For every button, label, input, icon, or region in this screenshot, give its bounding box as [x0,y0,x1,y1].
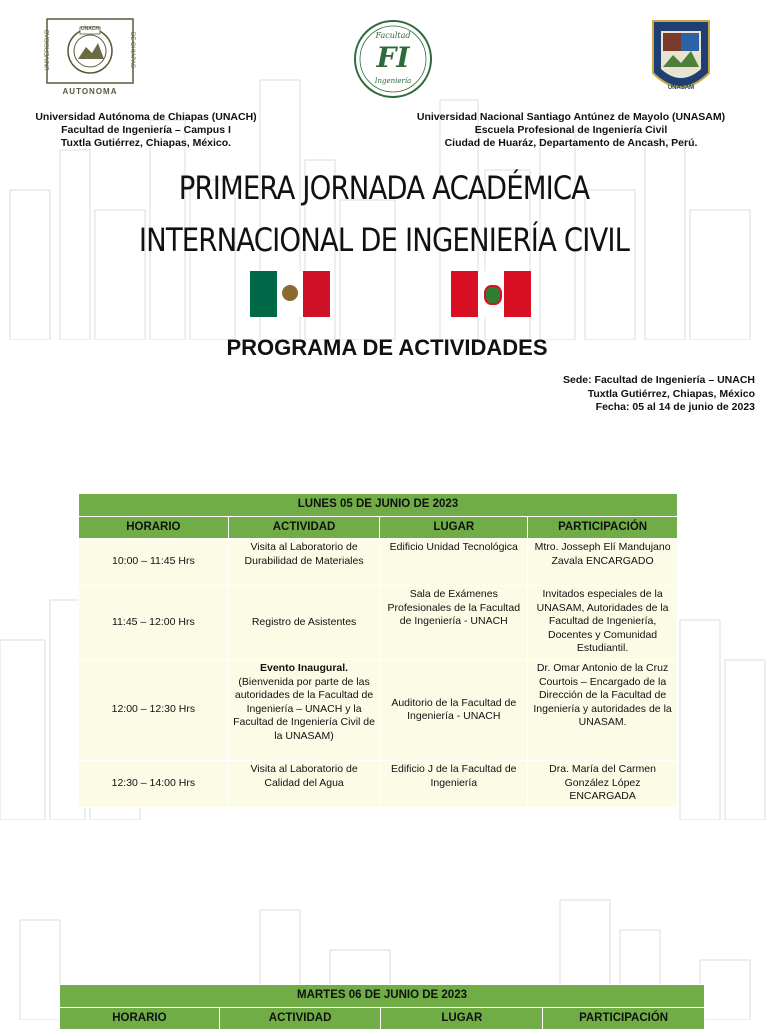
unach-logo-top-text: UNACH [80,26,100,32]
event-title-line-1: PRIMERA JORNADA ACADÉMICA [178,169,590,207]
column-header-participacion: PARTICIPACIÓN [543,1007,705,1030]
column-header-horario: HORARIO [60,1007,220,1030]
left-institution-line: Universidad Autónoma de Chiapas (UNACH) [35,111,257,123]
cell-participacion: Mtro. Josseph Elí Mandujano Zavala ENCARGADO [528,539,678,586]
cell-actividad: Registro de Asistentes [228,586,380,660]
cell-lugar: Edificio J de la Facultad de Ingeniería [380,761,528,808]
table-row [79,586,678,660]
cell-actividad-detail: (Bienvenida por parte de las autoridades de la Facultad de Ingeniería – UNACH y la Facultad de Ingeniería Civil de la UNASAM) [233,675,375,742]
unach-logo [44,17,136,101]
venue-line: Fecha: 05 al 14 de junio de 2023 [595,401,755,413]
table-row [79,539,678,586]
day-title: LUNES 05 DE JUNIO DE 2023 [79,494,678,517]
cell-actividad: Visita al Laboratorio de Calidad del Agua [228,761,380,808]
column-header-actividad: ACTIVIDAD [219,1007,381,1030]
unasam-logo [649,17,713,101]
left-institution-line: Facultad de Ingeniería – Campus I [61,124,231,136]
cell-lugar: Auditorio de la Facultad de Ingeniería - UNACH [380,660,528,761]
venue-line: Tuxtla Gutiérrez, Chiapas, México [587,387,755,400]
facultad-logo-bottom-text: Ingeniería [374,77,412,85]
right-institution-line: Escuela Profesional de Ingeniería Civil [474,124,668,136]
column-header-horario: HORARIO [79,516,229,539]
cell-lugar: Sala de Exámenes Profesionales de la Facultad de Ingeniería - UNACH [380,586,528,660]
column-header-actividad: ACTIVIDAD [228,516,380,539]
schedule-table-day1 [78,493,678,808]
venue-line: Sede: Facultad de Ingeniería – UNACH [563,374,755,386]
cell-horario: 12:30 – 14:00 Hrs [79,761,229,808]
cell-actividad: Visita al Laboratorio de Durabilidad de Materiales [228,539,380,586]
left-institution-block [6,111,286,150]
cell-actividad [228,660,380,761]
unach-logo-bottom-text: AUTONOMA [62,87,118,96]
column-header-lugar: LUGAR [381,1007,543,1030]
cell-participacion: Invitados especiales de la UNASAM, Autoridades de la Facultad de Ingeniería, Docentes y Comunidad Estudiantil. [528,586,678,660]
cell-horario: 11:45 – 12:00 Hrs [79,586,229,660]
facultad-ingenieria-logo [353,19,433,99]
table-row [79,660,678,761]
left-institution-line: Tuxtla Gutiérrez, Chiapas, México. [60,137,232,149]
unasam-logo-ring-text: UNASAM [667,85,695,91]
facultad-logo-top-text: Facultad [375,31,411,40]
column-header-lugar: LUGAR [380,516,528,539]
right-institution-line: Ciudad de Huaráz, Departamento de Ancash, Perú. [444,137,698,149]
schedule-table-day2 [59,984,705,1030]
cell-horario: 10:00 – 11:45 Hrs [79,539,229,586]
event-title-line-2: INTERNACIONAL DE INGENIERÍA CIVIL [138,221,630,259]
cell-participacion: Dra. María del Carmen González López ENCARGADA [528,761,678,808]
right-institution-block [391,111,751,150]
cell-participacion: Dr. Omar Antonio de la Cruz Courtois – Encargado de la Dirección de la Facultad de Ingeniería y autoridades de la UNASAM. [528,660,678,761]
mexico-flag [250,271,330,317]
table-row [79,761,678,808]
unach-logo-side-right-text: DE CHIAPAS [129,32,135,68]
peru-flag [451,271,531,317]
venue-info [563,374,755,415]
cell-lugar: Edificio Unidad Tecnológica [380,539,528,586]
peru-coat-of-arms-icon [484,285,502,305]
cell-actividad-title: Evento Inaugural. [260,662,349,674]
day-title: MARTES 06 DE JUNIO DE 2023 [60,985,705,1008]
unach-logo-side-left-text: UNIVERSIDAD [45,29,51,71]
right-institution-line: Universidad Nacional Santiago Antúnez de Mayolo (UNASAM) [416,111,726,123]
column-header-participacion: PARTICIPACIÓN [528,516,678,539]
facultad-logo-main-text: FI [376,41,410,74]
program-subtitle: PROGRAMA DE ACTIVIDADES [226,335,548,360]
mexico-coat-of-arms-icon [282,285,298,301]
cell-horario: 12:00 – 12:30 Hrs [79,660,229,761]
